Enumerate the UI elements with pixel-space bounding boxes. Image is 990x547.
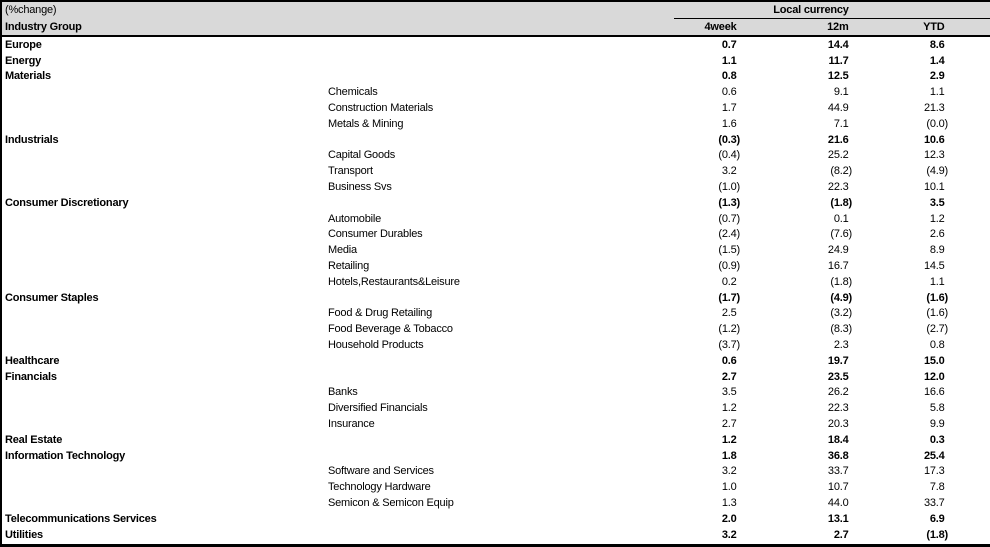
value-cell-4week: 1.0 ) <box>674 480 742 496</box>
value-cell-4week: 0.8 ) <box>674 69 742 85</box>
value-cell-4week: 2.5 ) <box>674 306 742 322</box>
value-cell-ytd: 1.2 ) <box>854 211 990 227</box>
table-row <box>1 353 990 369</box>
value-cell-ytd: 0.3 ) <box>854 432 990 448</box>
sub-industry-cell: Media <box>328 244 357 257</box>
table-row <box>1 85 990 101</box>
table-row <box>1 480 990 496</box>
value-cell-12m: (1.8) <box>830 196 852 209</box>
sub-industry-cell: Retailing <box>328 259 370 272</box>
table-row <box>1 385 990 401</box>
sub-industry-cell: Insurance <box>328 417 375 430</box>
sub-industry-cell <box>326 511 674 527</box>
industry-group-cell <box>1 417 326 433</box>
value-cell-12m: 44.9 ) <box>742 101 854 117</box>
industry-group-cell <box>1 180 326 196</box>
table-row <box>1 274 990 290</box>
value-cell-12m: 0.1 ) <box>742 211 854 227</box>
value-cell-ytd: 33.7 ) <box>854 496 990 512</box>
sub-industry-cell <box>326 527 674 545</box>
value-cell-12m: 18.4 ) <box>742 432 854 448</box>
value-cell-ytd: 21.3 ) <box>854 101 990 117</box>
value-cell-4week: 3.5 ) <box>674 385 742 401</box>
table-row <box>1 69 990 85</box>
table-row <box>1 36 990 53</box>
industry-group-cell <box>1 496 326 512</box>
table-row <box>1 496 990 512</box>
value-cell-12m: 16.7 ) <box>742 259 854 275</box>
value-cell-4week: (0.3) <box>718 133 740 146</box>
value-cell-4week: 1.3 ) <box>674 496 742 512</box>
value-cell-4week: 3.2 ) <box>674 464 742 480</box>
column-header-4week: 4week ) <box>674 19 742 37</box>
industry-group-cell: Consumer Staples <box>5 291 99 304</box>
sub-industry-cell <box>326 132 674 148</box>
industry-group-cell: Materials <box>5 70 51 83</box>
value-cell-12m: 25.2 ) <box>742 148 854 164</box>
table-row <box>1 243 990 259</box>
sub-industry-cell: Transport <box>328 165 373 178</box>
value-cell-12m: 12.5 ) <box>742 69 854 85</box>
value-cell-ytd: 8.9 ) <box>854 243 990 259</box>
table-row <box>1 511 990 527</box>
sub-industry-cell <box>326 36 674 53</box>
sub-industry-cell <box>326 290 674 306</box>
sub-industry-cell <box>326 195 674 211</box>
value-cell-12m: (8.2) <box>830 165 852 178</box>
sub-industry-cell <box>326 432 674 448</box>
industry-group-cell <box>1 385 326 401</box>
value-cell-12m: 22.3 ) <box>742 180 854 196</box>
value-cell-4week: 3.2 ) <box>674 527 742 545</box>
value-cell-12m: 11.7 ) <box>742 53 854 69</box>
sub-industry-cell <box>326 448 674 464</box>
table-row <box>1 432 990 448</box>
industry-group-cell <box>1 480 326 496</box>
value-cell-ytd: (0.0) <box>926 117 949 130</box>
industry-group-cell <box>1 338 326 354</box>
value-cell-ytd: 5.8 ) <box>854 401 990 417</box>
value-cell-4week: (1.5) <box>718 244 740 257</box>
value-cell-4week: 3.2 ) <box>674 164 742 180</box>
sub-industry-cell <box>326 69 674 85</box>
industry-group-cell <box>1 259 326 275</box>
industry-group-cell: Consumer Discretionary <box>5 196 129 209</box>
value-cell-ytd: 2.9 ) <box>854 69 990 85</box>
table-row <box>1 369 990 385</box>
value-cell-12m: 13.1 ) <box>742 511 854 527</box>
sub-industry-cell: Banks <box>328 386 358 399</box>
value-cell-4week: (0.7) <box>718 212 740 225</box>
value-cell-12m: 21.6 ) <box>742 132 854 148</box>
value-cell-4week: 1.6 ) <box>674 116 742 132</box>
table-row <box>1 259 990 275</box>
table-row <box>1 116 990 132</box>
value-cell-ytd: (1.6) <box>926 291 949 304</box>
value-cell-4week: 1.2 ) <box>674 432 742 448</box>
table-row <box>1 227 990 243</box>
value-cell-ytd: 10.1 ) <box>854 180 990 196</box>
industry-group-cell: Healthcare <box>5 354 60 367</box>
value-cell-ytd: 1.1 ) <box>854 85 990 101</box>
table-row <box>1 322 990 338</box>
sub-industry-cell <box>326 369 674 385</box>
value-cell-12m: (4.9) <box>830 291 852 304</box>
value-cell-12m: (7.6) <box>830 228 852 241</box>
value-cell-4week: (0.4) <box>718 149 740 162</box>
sub-industry-cell: Consumer Durables <box>328 228 423 241</box>
value-cell-4week: 0.6 ) <box>674 353 742 369</box>
value-cell-ytd: 16.6 ) <box>854 385 990 401</box>
sub-industry-cell <box>326 53 674 69</box>
value-cell-12m: 7.1 ) <box>742 116 854 132</box>
industry-group-cell: Utilities <box>5 529 43 542</box>
value-cell-ytd: 1.4 ) <box>854 53 990 69</box>
table-row <box>1 417 990 433</box>
industry-group-cell <box>1 101 326 117</box>
industry-group-cell <box>1 85 326 101</box>
table-row <box>1 448 990 464</box>
sub-industry-cell: Semicon & Semicon Equip <box>328 496 454 509</box>
table-row <box>1 401 990 417</box>
value-cell-4week: 1.7 ) <box>674 101 742 117</box>
sub-industry-cell: Capital Goods <box>328 149 396 162</box>
value-cell-ytd: 0.8 ) <box>854 338 990 354</box>
table-row <box>1 290 990 306</box>
value-cell-4week: (2.4) <box>718 228 740 241</box>
industry-group-cell <box>1 401 326 417</box>
sub-industry-cell: Metals & Mining <box>328 117 404 130</box>
table-row <box>1 527 990 545</box>
value-cell-4week: (1.7) <box>718 291 740 304</box>
value-cell-12m: 26.2 ) <box>742 385 854 401</box>
sub-industry-cell: Food Beverage & Tobacco <box>328 323 453 336</box>
table-row <box>1 132 990 148</box>
industry-group-cell <box>1 227 326 243</box>
industry-group-cell <box>1 116 326 132</box>
value-cell-4week: 1.2 ) <box>674 401 742 417</box>
value-cell-4week: (1.0) <box>718 181 740 193</box>
table-row <box>1 180 990 196</box>
value-cell-4week: (1.3) <box>718 196 740 209</box>
value-cell-4week: 0.7 ) <box>674 36 742 53</box>
sub-industry-cell: Technology Hardware <box>328 481 431 494</box>
value-cell-ytd: (2.7) <box>926 323 949 336</box>
industry-group-cell <box>1 243 326 259</box>
value-cell-ytd: (1.8) <box>926 529 949 542</box>
value-cell-ytd: 25.4 ) <box>854 448 990 464</box>
column-header-ytd: YTD ) <box>854 19 990 37</box>
value-cell-4week: 2.7 ) <box>674 417 742 433</box>
table-row <box>1 101 990 117</box>
industry-group-cell <box>1 322 326 338</box>
value-cell-4week: 1.1 ) <box>674 53 742 69</box>
value-cell-ytd: 8.6 ) <box>854 36 990 53</box>
table-row <box>1 148 990 164</box>
sub-industry-cell <box>326 353 674 369</box>
industry-group-cell: Industrials <box>5 133 59 146</box>
value-cell-12m: 10.7 ) <box>742 480 854 496</box>
industry-group-cell <box>1 274 326 290</box>
industry-group-cell: Information Technology <box>5 449 126 462</box>
value-cell-ytd: 15.0 ) <box>854 353 990 369</box>
value-cell-12m: (1.8) <box>830 275 852 288</box>
industry-group-cell: Real Estate <box>5 433 63 446</box>
value-cell-12m: 33.7 ) <box>742 464 854 480</box>
sub-industry-cell: Automobile <box>328 212 382 225</box>
table-row <box>1 464 990 480</box>
value-cell-ytd: 12.3 ) <box>854 148 990 164</box>
value-cell-12m: 23.5 ) <box>742 369 854 385</box>
value-cell-ytd: 9.9 ) <box>854 417 990 433</box>
table-row <box>1 211 990 227</box>
value-cell-4week: 2.7 ) <box>674 369 742 385</box>
value-cell-12m: 22.3 ) <box>742 401 854 417</box>
value-cell-12m: (3.2) <box>830 307 852 320</box>
value-cell-ytd: 17.3 ) <box>854 464 990 480</box>
table-row <box>1 53 990 69</box>
industry-group-cell: Energy <box>5 54 42 67</box>
local-currency-group-header: Local currency <box>674 1 990 19</box>
table-row <box>1 306 990 322</box>
value-cell-ytd: (1.6) <box>926 307 949 320</box>
table-header <box>1 1 990 36</box>
industry-group-cell <box>1 306 326 322</box>
value-cell-ytd: 7.8 ) <box>854 480 990 496</box>
value-cell-ytd: 14.5 ) <box>854 259 990 275</box>
value-cell-ytd: 12.0 ) <box>854 369 990 385</box>
industry-group-cell <box>1 464 326 480</box>
value-cell-4week: (0.9) <box>718 259 740 272</box>
sub-industry-cell: Chemicals <box>328 86 378 99</box>
value-cell-ytd: 10.6 ) <box>854 132 990 148</box>
industry-group-cell <box>1 211 326 227</box>
value-cell-12m: 19.7 ) <box>742 353 854 369</box>
table-row <box>1 195 990 211</box>
value-cell-4week: 0.6 ) <box>674 85 742 101</box>
sub-industry-cell: Food & Drug Retailing <box>328 307 433 320</box>
value-cell-12m: 2.3 ) <box>742 338 854 354</box>
value-cell-4week: 1.8 ) <box>674 448 742 464</box>
value-cell-12m: 20.3 ) <box>742 417 854 433</box>
value-cell-ytd: (4.9) <box>926 165 949 178</box>
sub-industry-cell: Hotels,Restaurants&Leisure <box>328 275 460 288</box>
value-cell-ytd: 2.6 ) <box>854 227 990 243</box>
value-cell-4week: (1.2) <box>718 323 740 336</box>
column-header-12m: 12m ) <box>742 19 854 37</box>
value-cell-4week: 0.2 ) <box>674 274 742 290</box>
table-row <box>1 338 990 354</box>
value-cell-12m: (8.3) <box>830 323 852 336</box>
sub-industry-cell: Business Svs <box>328 181 392 193</box>
value-cell-12m: 24.9 ) <box>742 243 854 259</box>
sub-industry-cell: Construction Materials <box>328 102 434 115</box>
sub-industry-cell: Household Products <box>328 338 424 351</box>
value-cell-12m: 2.7 ) <box>742 527 854 545</box>
value-cell-ytd: 1.1 ) <box>854 274 990 290</box>
industry-group-cell <box>1 164 326 180</box>
industry-group-column-header: Industry Group <box>1 19 674 37</box>
industry-group-cell <box>1 148 326 164</box>
industry-group-cell: Telecommunications Services <box>5 512 157 525</box>
industry-group-cell: Europe <box>5 38 42 51</box>
value-cell-12m: 44.0 ) <box>742 496 854 512</box>
sub-industry-cell: Software and Services <box>328 465 434 478</box>
industry-group-cell: Financials <box>5 370 57 383</box>
value-cell-4week: 2.0 ) <box>674 511 742 527</box>
table-body <box>1 36 990 546</box>
value-cell-12m: 36.8 ) <box>742 448 854 464</box>
sub-industry-cell: Diversified Financials <box>328 402 428 415</box>
value-cell-12m: 9.1 ) <box>742 85 854 101</box>
table-row <box>1 164 990 180</box>
value-cell-12m: 14.4 ) <box>742 36 854 53</box>
value-cell-ytd: 6.9 ) <box>854 511 990 527</box>
percent-change-label: (%change) <box>1 1 674 19</box>
value-cell-ytd: 3.5 ) <box>854 195 990 211</box>
value-cell-4week: (3.7) <box>718 338 740 351</box>
